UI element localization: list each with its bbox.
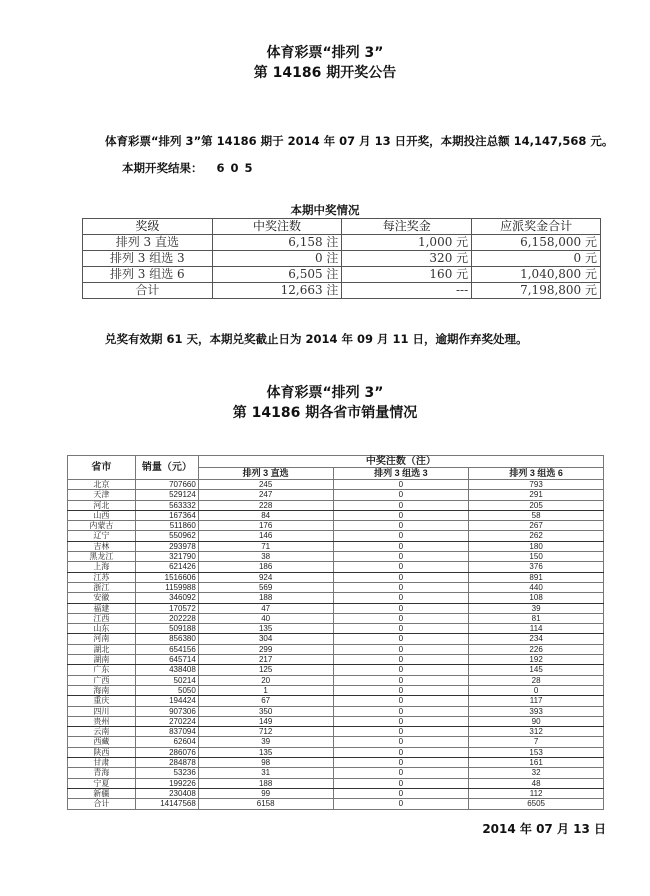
table-row	[68, 500, 604, 510]
group3-winners: 0	[333, 541, 469, 551]
group6-winners: 32	[469, 768, 604, 778]
announcement-subtitle: 第 14186 期开奖公告	[253, 65, 397, 81]
province-sales: 293978	[135, 541, 198, 551]
direct-winners: 71	[198, 541, 333, 551]
province-sales: 202228	[135, 613, 198, 623]
prize-level: 排列 3 直选	[83, 235, 213, 251]
province-sales: 286076	[135, 747, 198, 757]
table-row	[68, 624, 604, 634]
group3-winners: 0	[333, 531, 469, 541]
province-table-body	[68, 480, 604, 810]
total-prize: 0 元	[472, 251, 601, 267]
direct-winners: 188	[198, 778, 333, 788]
province-sales: 511860	[135, 521, 198, 531]
province-sales: 50214	[135, 675, 198, 685]
total-prize: 1,040,800 元	[472, 267, 601, 283]
group6-winners: 0	[469, 685, 604, 695]
draw-result-numbers: 6 0 5	[216, 161, 254, 175]
table-row	[68, 737, 604, 747]
province-sales: 14147568	[135, 799, 198, 809]
table-row	[68, 521, 604, 531]
group3-winners: 0	[333, 778, 469, 788]
winner-count: 6,158 注	[212, 235, 342, 251]
group6-winners: 7	[469, 737, 604, 747]
direct-winners: 67	[198, 696, 333, 706]
group6-winners: 312	[469, 727, 604, 737]
group3-winners: 0	[333, 644, 469, 654]
direct-winners: 47	[198, 603, 333, 613]
table-row	[68, 510, 604, 520]
table-row	[68, 768, 604, 778]
province-sales: 5050	[135, 685, 198, 695]
province-name: 湖北	[68, 644, 136, 654]
direct-winners: 38	[198, 552, 333, 562]
group3-winners: 0	[333, 521, 469, 531]
table-row	[68, 531, 604, 541]
province-sales: 856380	[135, 634, 198, 644]
table-row	[68, 490, 604, 500]
table-row	[83, 267, 601, 283]
direct-winners: 712	[198, 727, 333, 737]
province-name: 吉林	[68, 541, 136, 551]
table-row	[68, 788, 604, 798]
province-name: 新疆	[68, 788, 136, 798]
group6-winners: 6505	[469, 799, 604, 809]
group6-winners: 291	[469, 490, 604, 500]
province-sales: 53236	[135, 768, 198, 778]
table-row	[68, 696, 604, 706]
table-row	[68, 593, 604, 603]
header-group3: 排列 3 组选 3	[333, 468, 469, 480]
table-row	[68, 541, 604, 551]
group3-winners: 0	[333, 634, 469, 644]
direct-winners: 350	[198, 706, 333, 716]
table-row	[68, 480, 604, 490]
table-row	[68, 613, 604, 623]
province-name: 西藏	[68, 737, 136, 747]
table-row	[68, 675, 604, 685]
total-prize: 6,158,000 元	[472, 235, 601, 251]
total-prize: 7,198,800 元	[472, 283, 601, 299]
direct-winners: 228	[198, 500, 333, 510]
province-name: 浙江	[68, 582, 136, 592]
province-sales: 438408	[135, 665, 198, 675]
province-sales: 707660	[135, 480, 198, 490]
prize-table	[82, 218, 601, 299]
sales-subtitle: 第 14186 期各省市销量情况	[232, 405, 418, 421]
province-name: 上海	[68, 562, 136, 572]
table-row	[68, 603, 604, 613]
province-name: 河北	[68, 500, 136, 510]
table-row	[68, 572, 604, 582]
group3-winners: 0	[333, 716, 469, 726]
group3-winners: 0	[333, 510, 469, 520]
direct-winners: 125	[198, 665, 333, 675]
group3-winners: 0	[333, 572, 469, 582]
prize-per-bet: ---	[342, 283, 472, 299]
province-sales: 907306	[135, 706, 198, 716]
province-name: 宁夏	[68, 778, 136, 788]
province-sales: 284878	[135, 758, 198, 768]
group3-winners: 0	[333, 675, 469, 685]
announcement-title: 体育彩票“排列 3”	[266, 45, 384, 61]
province-name: 广西	[68, 675, 136, 685]
group6-winners: 793	[469, 480, 604, 490]
table-row	[68, 716, 604, 726]
group6-winners: 81	[469, 613, 604, 623]
winner-count: 6,505 注	[212, 267, 342, 283]
header-prize-per-bet: 每注奖金	[342, 219, 472, 235]
group3-winners: 0	[333, 768, 469, 778]
group6-winners: 145	[469, 665, 604, 675]
table-row	[68, 582, 604, 592]
province-sales: 321790	[135, 552, 198, 562]
group6-winners: 262	[469, 531, 604, 541]
province-name: 重庆	[68, 696, 136, 706]
group3-winners: 0	[333, 552, 469, 562]
direct-winners: 299	[198, 644, 333, 654]
direct-winners: 176	[198, 521, 333, 531]
group6-winners: 39	[469, 603, 604, 613]
province-sales: 1159988	[135, 582, 198, 592]
province-name: 甘肃	[68, 758, 136, 768]
winner-count: 0 注	[212, 251, 342, 267]
province-name: 山西	[68, 510, 136, 520]
group3-winners: 0	[333, 788, 469, 798]
group3-winners: 0	[333, 799, 469, 809]
group3-winners: 0	[333, 665, 469, 675]
direct-winners: 40	[198, 613, 333, 623]
group3-winners: 0	[333, 727, 469, 737]
group6-winners: 114	[469, 624, 604, 634]
province-name: 湖南	[68, 655, 136, 665]
prize-table-caption: 本期中奖情况	[290, 203, 360, 217]
direct-winners: 135	[198, 747, 333, 757]
table-row	[68, 778, 604, 788]
group3-winners: 0	[333, 685, 469, 695]
group3-winners: 0	[333, 582, 469, 592]
group6-winners: 180	[469, 541, 604, 551]
group6-winners: 376	[469, 562, 604, 572]
group6-winners: 108	[469, 593, 604, 603]
group6-winners: 267	[469, 521, 604, 531]
province-name: 江苏	[68, 572, 136, 582]
group6-winners: 192	[469, 655, 604, 665]
province-name: 合计	[68, 799, 136, 809]
province-name: 陕西	[68, 747, 136, 757]
group3-winners: 0	[333, 747, 469, 757]
group6-winners: 150	[469, 552, 604, 562]
province-sales: 346092	[135, 593, 198, 603]
province-sales: 837094	[135, 727, 198, 737]
direct-winners: 245	[198, 480, 333, 490]
table-row	[68, 562, 604, 572]
province-name: 黑龙江	[68, 552, 136, 562]
direct-winners: 149	[198, 716, 333, 726]
direct-winners: 20	[198, 675, 333, 685]
province-sales: 167364	[135, 510, 198, 520]
table-row	[68, 727, 604, 737]
header-direct: 排列 3 直选	[198, 468, 333, 480]
direct-winners: 304	[198, 634, 333, 644]
table-row	[68, 706, 604, 716]
group6-winners: 90	[469, 716, 604, 726]
table-row-total	[83, 283, 601, 299]
direct-winners: 31	[198, 768, 333, 778]
group6-winners: 153	[469, 747, 604, 757]
intro-paragraph: 体育彩票“排列 3”第 14186 期于 2014 年 07 月 13 日开奖，本期投注总额 14,147,568 元。	[105, 134, 614, 148]
prize-table-header	[83, 219, 601, 235]
draw-result-label: 本期开奖结果：	[122, 161, 203, 175]
province-name: 海南	[68, 685, 136, 695]
province-name: 广东	[68, 665, 136, 675]
group3-winners: 0	[333, 500, 469, 510]
group3-winners: 0	[333, 490, 469, 500]
direct-winners: 99	[198, 788, 333, 798]
group6-winners: 393	[469, 706, 604, 716]
prize-level: 排列 3 组选 3	[83, 251, 213, 267]
header-winners-group: 中奖注数（注）	[198, 456, 603, 468]
province-name: 内蒙古	[68, 521, 136, 531]
table-row	[68, 758, 604, 768]
group3-winners: 0	[333, 706, 469, 716]
province-sales: 270224	[135, 716, 198, 726]
table-row	[68, 634, 604, 644]
winner-count: 12,663 注	[212, 283, 342, 299]
header-total-prize: 应派奖金合计	[472, 219, 601, 235]
prize-per-bet: 1,000 元	[342, 235, 472, 251]
group6-winners: 205	[469, 500, 604, 510]
table-row	[68, 747, 604, 757]
group3-winners: 0	[333, 593, 469, 603]
direct-winners: 135	[198, 624, 333, 634]
province-name: 青海	[68, 768, 136, 778]
province-sales: 194424	[135, 696, 198, 706]
header-winner-count: 中奖注数	[212, 219, 342, 235]
province-name: 河南	[68, 634, 136, 644]
province-sales: 170572	[135, 603, 198, 613]
province-name: 四川	[68, 706, 136, 716]
direct-winners: 569	[198, 582, 333, 592]
province-sales-table	[67, 455, 604, 810]
table-row	[68, 665, 604, 675]
province-sales: 1516606	[135, 572, 198, 582]
direct-winners: 98	[198, 758, 333, 768]
province-sales: 621426	[135, 562, 198, 572]
group3-winners: 0	[333, 624, 469, 634]
group6-winners: 48	[469, 778, 604, 788]
prize-level: 排列 3 组选 6	[83, 267, 213, 283]
group6-winners: 117	[469, 696, 604, 706]
sales-title: 体育彩票“排列 3”	[266, 385, 384, 401]
group6-winners: 28	[469, 675, 604, 685]
validity-note: 兑奖有效期 61 天，本期兑奖截止日为 2014 年 09 月 11 日，逾期作弃奖处理。	[105, 332, 528, 346]
table-row	[68, 552, 604, 562]
group6-winners: 226	[469, 644, 604, 654]
header-province: 省市	[68, 456, 136, 480]
direct-winners: 924	[198, 572, 333, 582]
prize-level: 合计	[83, 283, 213, 299]
province-name: 安徽	[68, 593, 136, 603]
province-sales: 550962	[135, 531, 198, 541]
footer-date: 2014 年 07 月 13 日	[482, 822, 606, 836]
table-row	[68, 644, 604, 654]
table-row	[68, 655, 604, 665]
province-name: 福建	[68, 603, 136, 613]
group6-winners: 58	[469, 510, 604, 520]
direct-winners: 6158	[198, 799, 333, 809]
direct-winners: 146	[198, 531, 333, 541]
prize-per-bet: 160 元	[342, 267, 472, 283]
draw-result	[122, 160, 254, 176]
group3-winners: 0	[333, 480, 469, 490]
group6-winners: 440	[469, 582, 604, 592]
direct-winners: 217	[198, 655, 333, 665]
province-sales: 509188	[135, 624, 198, 634]
group3-winners: 0	[333, 562, 469, 572]
province-sales: 199226	[135, 778, 198, 788]
province-sales: 62604	[135, 737, 198, 747]
group6-winners: 891	[469, 572, 604, 582]
province-table-header	[68, 456, 604, 468]
province-sales: 645714	[135, 655, 198, 665]
group6-winners: 112	[469, 788, 604, 798]
header-sales: 销量（元）	[135, 456, 198, 480]
direct-winners: 247	[198, 490, 333, 500]
table-row	[68, 685, 604, 695]
province-name: 云南	[68, 727, 136, 737]
direct-winners: 1	[198, 685, 333, 695]
prize-per-bet: 320 元	[342, 251, 472, 267]
province-sales: 654156	[135, 644, 198, 654]
header-group6: 排列 3 组选 6	[469, 468, 604, 480]
province-name: 辽宁	[68, 531, 136, 541]
group3-winners: 0	[333, 655, 469, 665]
province-name: 北京	[68, 480, 136, 490]
direct-winners: 188	[198, 593, 333, 603]
table-row-total	[68, 799, 604, 809]
province-sales: 563332	[135, 500, 198, 510]
group3-winners: 0	[333, 613, 469, 623]
province-name: 贵州	[68, 716, 136, 726]
header-prize-level: 奖级	[83, 219, 213, 235]
province-sales: 529124	[135, 490, 198, 500]
table-row	[83, 251, 601, 267]
province-name: 山东	[68, 624, 136, 634]
group3-winners: 0	[333, 737, 469, 747]
group6-winners: 234	[469, 634, 604, 644]
table-row	[83, 235, 601, 251]
group6-winners: 161	[469, 758, 604, 768]
group3-winners: 0	[333, 603, 469, 613]
direct-winners: 186	[198, 562, 333, 572]
province-name: 天津	[68, 490, 136, 500]
province-name: 江西	[68, 613, 136, 623]
group3-winners: 0	[333, 758, 469, 768]
direct-winners: 39	[198, 737, 333, 747]
group3-winners: 0	[333, 696, 469, 706]
province-sales: 230408	[135, 788, 198, 798]
direct-winners: 84	[198, 510, 333, 520]
